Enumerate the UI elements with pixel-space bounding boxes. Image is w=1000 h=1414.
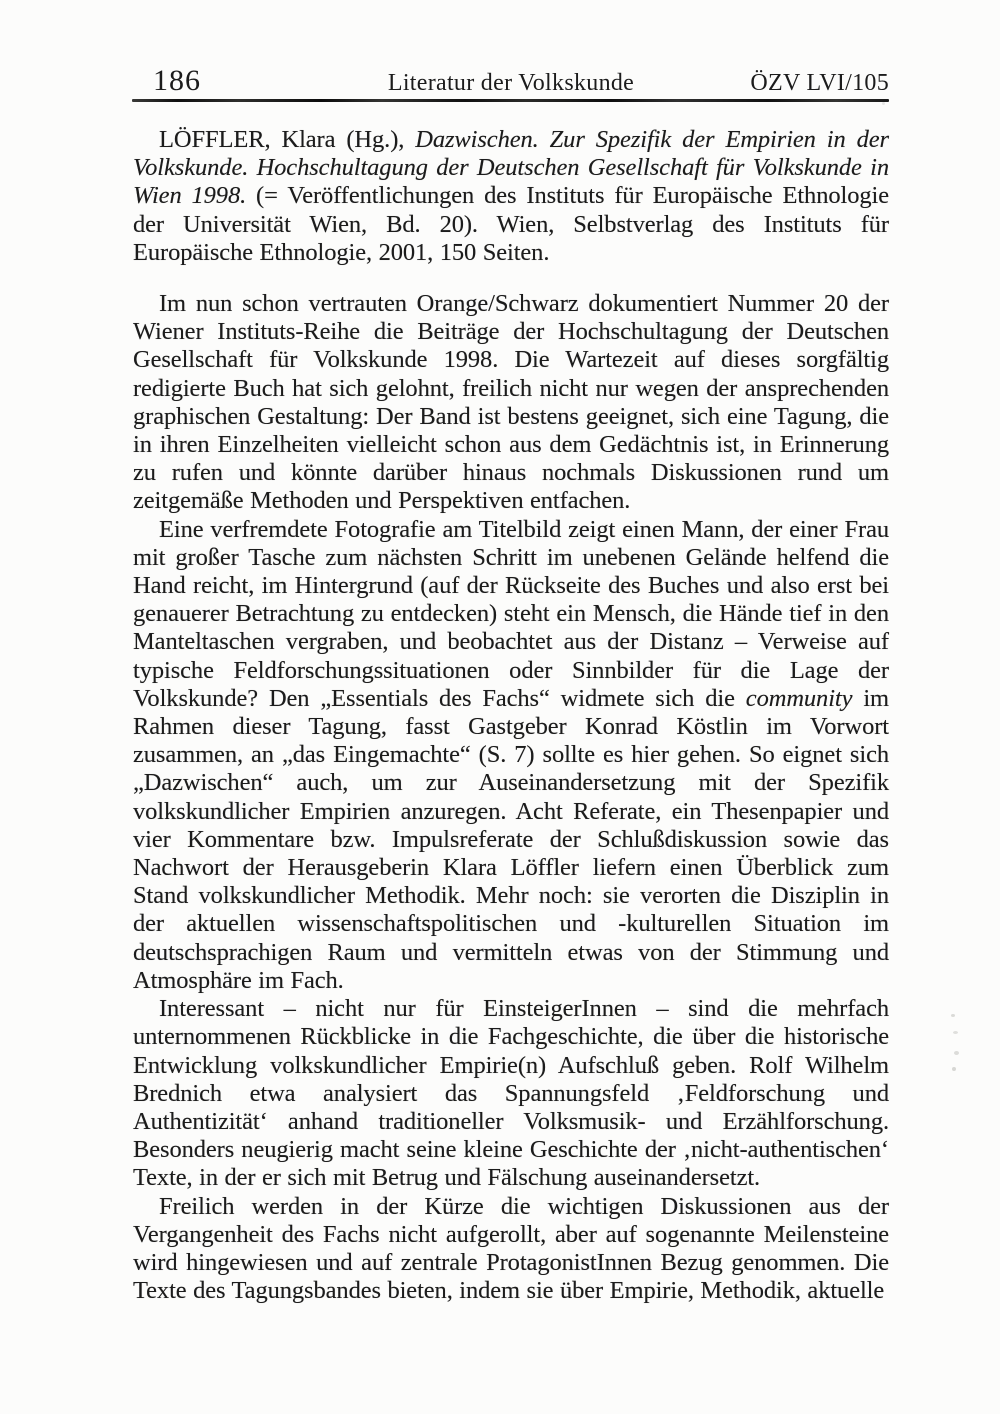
review-paragraph-2-text-before: Eine verfremdete Fotografie am Titelbild zeigt einen Mann, der einer Frau mit großer Tasche zum nächsten Schritt im unebenen Gelände helfend die Hand reicht, im Hintergrund (auf der Rückseite des Buches und also erst bei genauerer Betrachtung zu entdecken) steht ein Mensch, die Hände tief in den Manteltaschen vergraben, und beobachtet aus der Distanz – Verweise auf typische Feldforschungssituationen oder Sinnbilder für die Lage der Volkskunde? Den „Essentials des Fachs“ widmete sich die [133,515,889,712]
scan-speck [952,1067,956,1071]
page-header [133,0,889,98]
scan-speck [954,1051,959,1055]
citation-author-editor: LÖFFLER, Klara (Hg.), [159,126,416,153]
review-paragraph-2-italic-term: community [745,684,853,712]
scan-speck [882,102,885,105]
header-rule [132,99,889,102]
review-paragraph-2 [133,516,889,995]
scan-speck [951,1014,955,1017]
review-paragraph-1 [133,290,889,516]
citation-book-title: Dazwischen. Zur Spezifik der Empirien in der Volkskunde. Hochschultagung der Deutschen Gesellschaft für Volkskunde in Wien 1998. [133,126,889,210]
book-citation-paragraph [133,126,889,267]
journal-volume-reference: ÖZV LVI/105 [750,70,889,96]
review-paragraph-1-text: Im nun schon vertrauten Orange/Schwarz dokumentiert Nummer 20 der Wiener Instituts-Reihe die Beiträge der Hochschultagung der Deutschen Gesellschaft für Volkskunde 1998. Die Wartezeit auf dieses sorgfältig redigierte Buch hat sich gelohnt, freilich nicht nur wegen der ansprechenden graphischen Gestaltung: Der Band ist bestens geeignet, sich eine Tagung, die in ihren Einzelheiten vielleicht schon aus dem Gedächtnis ist, in Erinnerung zu rufen und könnte darüber hinaus nochmals Diskussionen rund um zeitgemäße Methoden und Perspektiven entfachen. [133,290,889,515]
citation-publication-details: (= Veröffentlichungen des Instituts für Europäische Ethnologie der Universität Wien, Bd. 20). Wien, Selbstverlag des Instituts für Europäische Ethnologie, 2001, 150 Seiten. [133,182,889,266]
book-review-text [133,126,889,1305]
running-title: Literatur der Volkskunde [387,70,635,96]
review-paragraph-2-text-after: im Rahmen dieser Tagung, fasst Gastgeber Konrad Köstlin im Vorwort zusammen, an „das Eingemachte“ (S. 7) sollte es hier gehen. So eignet sich „Dazwischen“ auch, um zur Auseinandersetzung mit der Spezifik volkskundlicher Empirien anzuregen. Acht Referate, ein Thesenpapier und vier Kommentare bzw. Impulsreferate der Schlußdiskussion sowie das Nachwort der Herausgeberin Klara Löffler liefern einen Überblick zum Stand volkskundlicher Methodik. Mehr noch: sie verorten die Disziplin in der aktuellen wissenschaftspolitischen und -kulturellen Situation im deutschsprachigen Raum und vermitteln etwas von der Stimmung und Atmosphäre im Fach. [133,684,889,994]
review-paragraph-4-text: Freilich werden in der Kürze die wichtigen Diskussionen aus der Vergangenheit des Fachs nicht aufgerollt, aber auf sogenannte Meilensteine wird hingewiesen und auf zentrale ProtagonistInnen Bezug genommen. Die Texte des Tagungsbandes bieten, indem sie über Empirie, Methodik, aktuelle [133,1192,889,1305]
page-number: 186 [153,64,201,97]
scan-speck [953,1031,958,1034]
review-paragraph-3 [133,995,889,1192]
review-paragraph-4 [133,1193,889,1306]
review-paragraph-3-text: Interessant – nicht nur für EinsteigerInnen – sind die mehrfach unternommenen Rückblicke in die Fachgeschichte, die über die historische Entwicklung volkskundlicher Empirie(n) Aufschluß geben. Rolf Wilhelm Brednich etwa analysiert das Spannungsfeld ‚Feldforschung und Authentizität‘ anhand traditioneller Volksmusik- und Erzählforschung. Besonders neugierig macht seine kleine Geschichte der ‚nicht-authentischen‘ Texte, in der er sich mit Betrug und Fälschung auseinandersetzt. [133,995,889,1192]
